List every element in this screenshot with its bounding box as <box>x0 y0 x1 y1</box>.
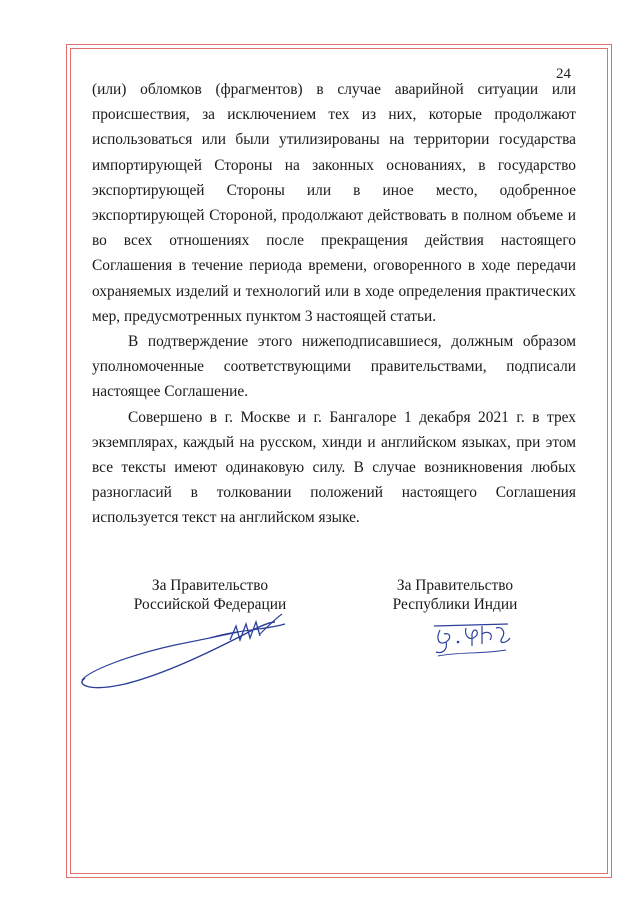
signature-russia <box>70 600 300 700</box>
signatory-label: За Правительство <box>396 577 514 594</box>
paragraph-witness-clause: В подтверждение этого нижеподписавшиеся, должным образом уполномоченные соответствующими правительствами, подписали настоящее Соглашение. <box>92 333 576 401</box>
paragraph-done-at: Совершено в г. Москве и г. Бангалоре 1 декабря 2021 г. в трех экземплярах, каждый на русском, хинди и английском языках, при этом все тексты имеют одинаковую силу. В случае возникновения любых разногласий в толковании положений настоящего Соглашения используется текст на английском языке. <box>92 408 576 527</box>
signatory-label: За Правительство <box>151 577 269 594</box>
document-body <box>92 77 576 531</box>
paragraph-continuation: (или) обломков (фрагментов) в случае аварийной ситуации или происшествия, за исключением тех из них, которые продолжают использоваться или были утилизированы на территории государства импортирующей Стороны на законных основаниях, в государство экспортирующей Стороны или в иное место, одобренное экспортирующей Стороной, продолжают действовать в полном объеме и во всех отношениях после прекращения действия настоящего Соглашения в течение периода времени, оговоренного в ходе передачи охраняемых изделий и технологий или в ходе определения практических мер, предусмотренных пунктом 3 настоящей статьи. <box>92 81 576 325</box>
signature-block-india <box>380 576 530 614</box>
signature-india <box>428 612 518 660</box>
signatory-country: Республики Индии <box>392 596 518 613</box>
signatory-country: Российской Федерации <box>133 596 287 613</box>
page-number: 24 <box>556 66 571 82</box>
